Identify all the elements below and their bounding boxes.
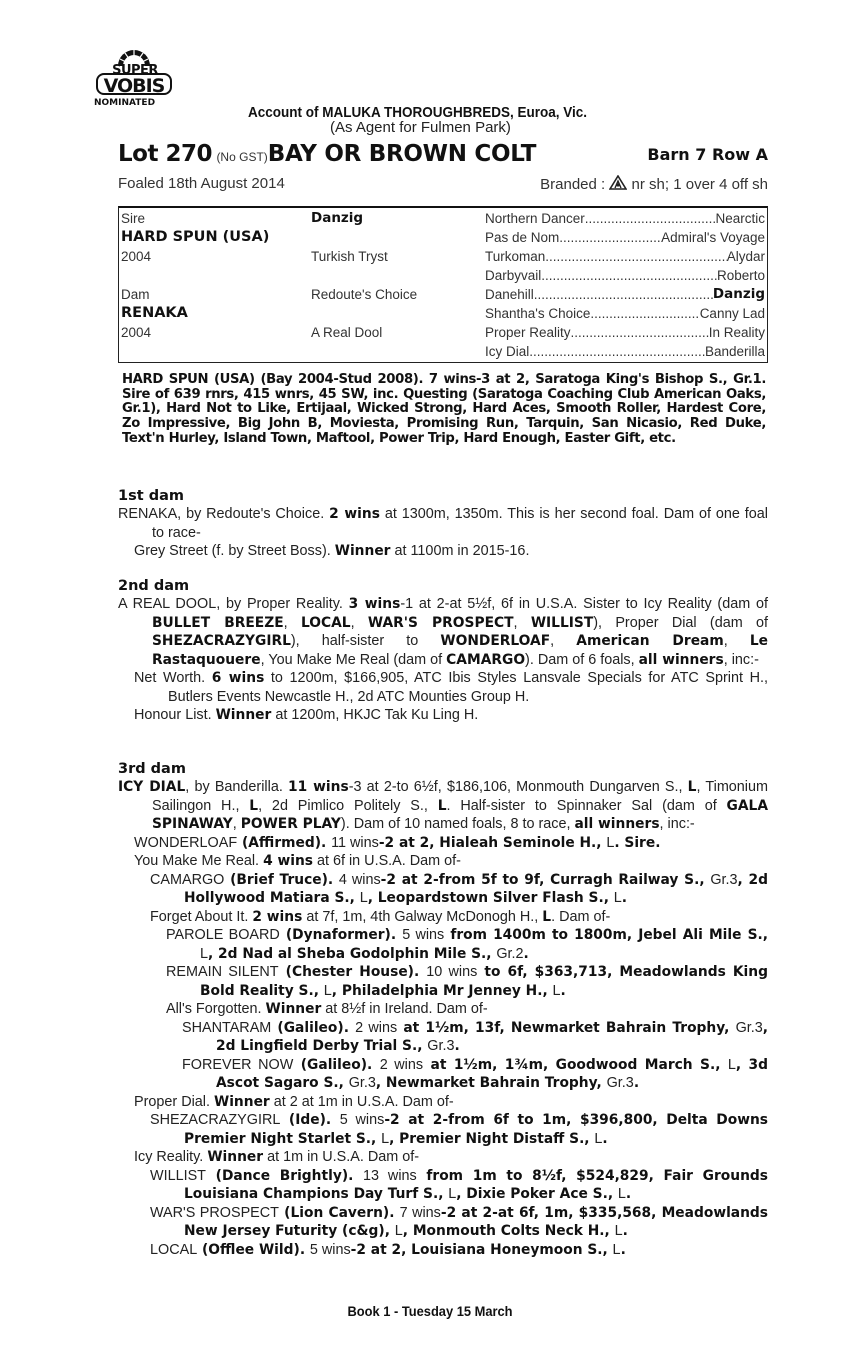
ancestor: Proper Reality <box>485 325 571 340</box>
bold-highlight: , 2d Hollywood Matiara S., <box>184 871 769 906</box>
produce-entry <box>118 1000 768 1019</box>
text-run: WILLIST <box>150 1167 206 1184</box>
ancestor: Alydar <box>726 249 765 264</box>
lot-number: Lot 270 <box>118 141 212 167</box>
text-run: , <box>232 816 241 832</box>
text-run: at 8½f in Ireland. Dam of- <box>321 1001 488 1017</box>
bold-highlight: ICY DIAL <box>118 779 186 795</box>
first-dam-foal <box>118 542 768 561</box>
ancestor: Danehill <box>485 287 534 302</box>
bold-highlight: , 3d Ascot Sagaro S., <box>216 1056 769 1091</box>
text-run: , <box>723 633 750 649</box>
text-run: L <box>613 890 622 906</box>
text-run: You Make Me Real. <box>134 853 264 869</box>
text-run: Gr.2 <box>496 945 524 962</box>
bold-highlight: . <box>620 1241 626 1258</box>
text-run: Gr.3 <box>348 1075 376 1091</box>
bold-highlight: at 1½m, 13f, Newmarket Bahrain Trophy, <box>397 1019 736 1036</box>
bold-highlight: LOCAL <box>300 614 351 631</box>
bold-highlight: L <box>437 797 447 814</box>
text-run: Proper Dial. <box>134 1093 214 1110</box>
text-run: , <box>550 633 577 649</box>
bold-highlight: SHEZACRAZYGIRL <box>152 633 291 649</box>
dam-label: Dam <box>121 287 150 302</box>
text-run: ). Dam of 6 foals, <box>525 651 639 668</box>
text-run: 2 wins <box>379 1056 424 1073</box>
bold-highlight: BULLET BREEZE <box>152 614 284 631</box>
pedigree-line <box>485 266 765 285</box>
text-run: RENAKA, by Redoute's Choice. <box>118 506 330 522</box>
text-run: . Dam of- <box>551 908 611 925</box>
text-run: at 2 at 1m in U.S.A. Dam of- <box>269 1093 454 1110</box>
pedigree-line <box>485 209 765 228</box>
text-run: 4 wins <box>338 871 381 888</box>
text-run: 11 wins <box>331 834 379 851</box>
text-run: Gr.3 <box>427 1038 455 1054</box>
pedigree-line <box>485 285 765 304</box>
bold-highlight: Winner <box>213 1093 270 1110</box>
produce-entry <box>118 871 768 908</box>
text-run: at 6f in U.S.A. Dam of- <box>312 853 461 869</box>
bold-highlight: WILLIST <box>530 614 594 631</box>
pedigree-line <box>485 247 765 266</box>
sire-sire: Danzig <box>311 210 364 226</box>
bold-highlight: (Galileo). <box>293 1056 380 1073</box>
bold-highlight: . <box>454 1038 460 1054</box>
text-run: SHEZACRAZYGIRL <box>150 1112 281 1128</box>
branded-label: Branded : <box>540 176 606 193</box>
bold-highlight: (Dance Brightly). <box>205 1167 364 1184</box>
horse-description: BAY OR BROWN COLT <box>267 141 537 167</box>
text-run: -1 at 2-at 5½f, 6f in U.S.A. Sister to Icy Reality (dam of <box>400 596 768 612</box>
ancestor: Canny Lad <box>699 306 765 321</box>
produce-entry <box>118 1241 768 1260</box>
bold-highlight: (Offlee Wild). <box>197 1241 310 1258</box>
text-run: 2 wins <box>355 1019 398 1036</box>
text-run: -3 at 2-to 6½f, $186,106, Monmouth Dungarven S., <box>348 779 688 795</box>
bold-highlight: . <box>523 945 529 962</box>
bold-highlight: CAMARGO <box>446 651 526 668</box>
text-run: 10 wins <box>426 964 478 980</box>
lot-title-line <box>118 141 768 171</box>
section-heading: 3rd dam <box>118 761 186 777</box>
foaled-date: Foaled 18th August 2014 <box>118 175 285 192</box>
text-run: 5 wins <box>339 1112 385 1128</box>
text-run: 13 wins <box>363 1167 417 1184</box>
vendor-account: Account of MALUKA THOROUGHBREDS, Euroa, Vic. <box>248 104 588 121</box>
text-run: WAR'S PROSPECT <box>150 1204 279 1221</box>
text-run: WONDERLOAF <box>134 834 238 851</box>
ancestor: Roberto <box>716 268 765 283</box>
bold-highlight: Winner <box>265 1001 322 1017</box>
text-run: at 1100m in 2015-16. <box>390 543 530 559</box>
text-run: L <box>617 1186 626 1202</box>
brand-mark-icon <box>609 175 627 190</box>
bold-highlight: , Dixie Poker Ace S., <box>456 1186 618 1202</box>
bold-highlight: to 6f, $363,713, Meadowlands King Bold Reality S., <box>200 964 768 999</box>
text-run: ), Proper Dial (dam of <box>593 614 768 631</box>
text-run: REMAIN SILENT <box>166 964 279 980</box>
bold-highlight: . <box>633 1075 640 1091</box>
first-dam-paragraph <box>118 505 768 542</box>
text-run: LOCAL <box>150 1241 198 1258</box>
ancestor: Pas de Nom <box>485 230 560 245</box>
bold-highlight: -2 at 2, Louisiana Honeymoon S., <box>350 1241 613 1258</box>
sire-label: Sire <box>121 211 146 226</box>
bold-highlight: Le Rastaquouere <box>152 633 768 668</box>
text-run: L <box>381 1130 390 1147</box>
text-run: FOREVER NOW <box>182 1056 294 1073</box>
bold-highlight: L <box>249 797 259 814</box>
text-run: , 2d Pimlico Politely S., <box>258 797 438 814</box>
bold-highlight: WONDERLOAF <box>440 633 551 649</box>
produce-entry <box>118 1093 768 1112</box>
pedigree-line <box>485 228 765 247</box>
section-heading: 1st dam <box>118 488 184 504</box>
text-run: 5 wins <box>309 1241 351 1258</box>
bold-highlight: American Dream <box>576 633 724 649</box>
text-run: Gr.3 <box>710 871 738 888</box>
produce-entry <box>118 1204 768 1241</box>
text-run: ), half-sister to <box>290 633 441 649</box>
produce-entry <box>118 778 768 834</box>
gst-note: (No GST) <box>216 150 268 164</box>
text-run: L <box>606 834 615 851</box>
text-run: Icy Reality. <box>134 1149 208 1165</box>
bold-highlight: . <box>621 890 628 906</box>
ancestor: Northern Dancer <box>485 211 585 226</box>
text-run: Honour List. <box>134 707 216 723</box>
ancestor: Darbyvail <box>485 268 542 283</box>
page-footer: Book 1 - Tuesday 15 March <box>347 1303 513 1319</box>
pedigree-table <box>118 206 768 363</box>
bold-highlight: at 1½m, 1¾m, Goodwood March S., <box>423 1056 728 1073</box>
text-run: Grey Street (f. by Street Boss). <box>134 543 335 559</box>
text-run: 7 wins <box>399 1204 441 1221</box>
logo-super-text: SUPER <box>112 63 158 78</box>
ancestor: Turkoman <box>485 249 546 264</box>
sire-year: 2004 <box>121 249 152 264</box>
sire-summary: HARD SPUN (USA) (Bay 2004-Stud 2008). 7 wins-3 at 2, Saratoga King's Bishop S., Gr.1. Sire of 639 rnrs, 415 wnrs, 45 SW, inc. Questing (Saratoga Coaching Club American Oaks, Gr.1), Hard Not to Like, Ertijaal, Wicked Strong, Hard Aces, Smooth Roller, Hardest Core, Zo Impressive, Big John B, Moviesta, Promising Run, Tarquin, San Nicasio, Red Duke, Text'n Hurley, Island Town, Maftool, Power Trip, Hard Enough, Easter Gift, etc. <box>122 372 766 446</box>
second-dam-foal <box>118 706 768 725</box>
bold-highlight: GALA SPINAWAY <box>152 797 769 832</box>
text-run: at 1m in U.S.A. Dam of- <box>263 1149 420 1165</box>
bold-highlight: , 2d Nad al Sheba Godolphin Mile S., <box>208 945 497 962</box>
bold-highlight: from 1400m to 1800m, Jebel Ali Mile S., <box>444 927 768 943</box>
text-run: to 1200m, $166,905, ATC Ibis Styles Lansvale Specials for ATC Sprint H., Butlers Events Newcastle H., 2d ATC Mounties Group H. <box>168 670 768 705</box>
text-run: Gr.3 <box>735 1019 763 1036</box>
text-run: , <box>283 614 301 631</box>
bold-highlight: (Chester House). <box>278 964 427 980</box>
bold-highlight: , Premier Night Distaff S., <box>389 1130 595 1147</box>
bold-highlight: (Lion Cavern). <box>278 1204 400 1221</box>
bold-highlight: Winner <box>215 707 272 723</box>
produce-entry <box>118 963 768 1000</box>
produce-entry <box>118 834 768 853</box>
pedigree-line <box>485 342 765 361</box>
text-run: , by Banderilla. <box>185 779 288 795</box>
bold-highlight: -2 at 2, Hialeah Seminole H., <box>378 834 607 851</box>
text-run: Gr.3 <box>606 1075 634 1091</box>
text-run: L <box>612 1241 621 1258</box>
branded-text: nr sh; 1 over 4 off sh <box>631 176 768 193</box>
text-run: Net Worth. <box>134 670 212 686</box>
bold-highlight: , Philadelphia Mr Jenney H., <box>331 982 553 999</box>
bold-highlight: all winners <box>638 651 724 668</box>
dam-name: RENAKA <box>121 305 188 321</box>
bold-highlight: (Galileo). <box>271 1019 356 1036</box>
text-run: L <box>323 982 332 999</box>
ancestor: Shantha's Choice <box>485 306 591 321</box>
bold-highlight: 2 wins <box>252 908 303 925</box>
ancestor: Icy Dial <box>485 344 530 359</box>
branded-info <box>540 175 768 193</box>
produce-entry <box>118 1148 768 1167</box>
sire-dam: Turkish Tryst <box>311 249 388 264</box>
logo-nominated-text: NOMINATED <box>94 98 156 108</box>
agent-note: (As Agent for Fulmen Park) <box>330 119 511 136</box>
bold-highlight: (Ide). <box>280 1112 340 1128</box>
ancestor: Nearctic <box>715 211 765 226</box>
bold-highlight: 11 wins <box>288 779 349 795</box>
produce-entry <box>118 1056 768 1093</box>
text-run: L <box>359 890 368 906</box>
bold-highlight: all winners <box>574 816 660 832</box>
text-run: L <box>614 1223 623 1239</box>
produce-entry <box>118 1111 768 1148</box>
text-run: , inc:- <box>723 651 759 668</box>
text-run: , Timonium Sailingon H., <box>152 779 768 814</box>
text-run: PAROLE BOARD <box>166 927 280 943</box>
barn-location: Barn 7 Row A <box>647 145 768 164</box>
bold-highlight: . <box>625 1186 632 1202</box>
bold-highlight: , Leopardstown Silver Flash S., <box>367 890 614 906</box>
logo-vobis-text: VOBIS <box>96 73 172 95</box>
bold-highlight: L <box>687 779 697 795</box>
bold-highlight: -2 at 2-at 6f, 1m, $335,568, Meadowlands New Jersey Futurity (c&g), <box>184 1204 769 1239</box>
sire-name: HARD SPUN (USA) <box>121 229 270 245</box>
text-run: at 1200m, HKJC Tak Ku Ling H. <box>271 707 479 723</box>
text-run: L <box>552 982 561 999</box>
text-run: , <box>513 614 531 631</box>
text-run: CAMARGO <box>150 871 225 888</box>
first-dam-section <box>118 487 768 561</box>
ancestor: Admiral's Voyage <box>661 230 765 245</box>
dam-year: 2004 <box>121 325 152 340</box>
text-run: L <box>727 1056 736 1073</box>
pedigree-line <box>485 304 765 323</box>
bold-highlight: (Dynaformer). <box>279 927 403 943</box>
bold-highlight: (Brief Truce). <box>224 871 339 888</box>
bold-highlight: -2 at 2-from 5f to 9f, Curragh Railway S., <box>380 871 711 888</box>
second-dam-section <box>118 577 768 725</box>
bold-highlight: . Sire. <box>614 834 661 851</box>
text-run: , You Make Me Real (dam of <box>260 651 447 668</box>
ancestor: Danzig <box>712 286 765 302</box>
dam-dam: A Real Dool <box>311 325 383 340</box>
text-run: at 1300m, 1350m. This is her second foal. Dam of one foal to race- <box>152 506 768 541</box>
bold-highlight: (Affirmed). <box>237 834 332 851</box>
bold-highlight: 6 wins <box>211 670 265 686</box>
bold-highlight: Winner <box>207 1149 264 1165</box>
bold-highlight: -2 at 2-from 6f to 1m, $396,800, Delta Downs Premier Night Starlet S., <box>184 1112 768 1147</box>
produce-entry <box>118 852 768 871</box>
second-dam-paragraph <box>118 595 768 669</box>
bold-highlight: , 2d Lingfield Derby Trial S., <box>216 1019 769 1054</box>
text-run: L <box>594 1130 603 1147</box>
bold-highlight: POWER PLAY <box>240 816 341 832</box>
bold-highlight: 2 wins <box>329 506 380 522</box>
text-run: ). Dam of 10 named foals, 8 to race, <box>340 816 575 832</box>
text-run: L <box>394 1223 403 1239</box>
bold-highlight: , Newmarket Bahrain Trophy, <box>375 1075 607 1091</box>
pedigree-line <box>485 323 765 342</box>
dam-sire: Redoute's Choice <box>311 287 418 302</box>
text-run: A REAL DOOL, by Proper Reality. <box>118 596 349 612</box>
ancestor: Banderilla <box>704 344 765 359</box>
bold-highlight: Winner <box>334 543 391 559</box>
produce-entry <box>118 926 768 963</box>
bold-highlight: . <box>602 1130 608 1147</box>
text-run: All's Forgotten. <box>166 1001 266 1017</box>
bold-highlight: from 1m to 8½f, $524,829, Fair Grounds Louisiana Champions Day Turf S., <box>184 1167 769 1202</box>
text-run: , inc:- <box>659 816 695 832</box>
text-run: at 7f, 1m, 4th Galway McDonogh H., <box>302 908 543 925</box>
second-dam-foal <box>118 669 768 706</box>
text-run: L <box>200 945 209 962</box>
ancestor: In Reality <box>708 325 765 340</box>
third-dam-section <box>118 760 768 1259</box>
bold-highlight: L <box>542 908 552 925</box>
bold-highlight: . <box>560 982 566 999</box>
section-heading: 2nd dam <box>118 578 190 594</box>
text-run: , <box>350 614 368 631</box>
produce-entry <box>118 1167 768 1204</box>
third-dam-entries <box>118 778 768 1259</box>
text-run: Forget About It. <box>150 908 253 925</box>
bold-highlight: 3 wins <box>348 596 401 612</box>
text-run: SHANTARAM <box>182 1019 272 1036</box>
super-vobis-nominated-logo <box>94 46 184 112</box>
text-run: L <box>448 1186 457 1202</box>
produce-entry <box>118 908 768 927</box>
bold-highlight: , Monmouth Colts Neck H., <box>402 1223 615 1239</box>
text-run: . Half-sister to Spinnaker Sal (dam of <box>446 797 727 814</box>
bold-highlight: . <box>622 1223 628 1239</box>
produce-entry <box>118 1019 768 1056</box>
bold-highlight: WAR'S PROSPECT <box>367 614 514 631</box>
text-run: 5 wins <box>402 927 445 943</box>
bold-highlight: 4 wins <box>263 853 313 869</box>
